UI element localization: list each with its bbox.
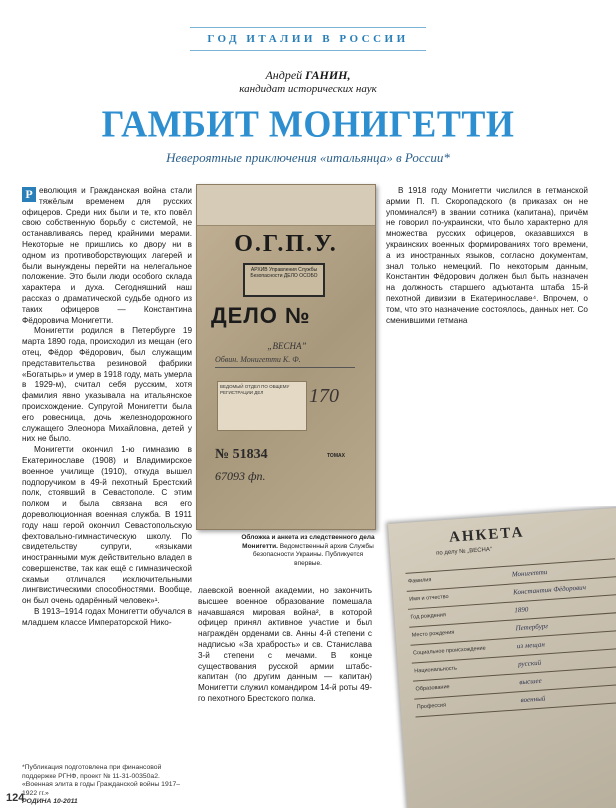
card-field-label: Профессия [416, 702, 447, 711]
card-field-value: Монигетти [511, 568, 548, 579]
case-folder-photo [196, 184, 376, 530]
card-title: АНКЕТА [448, 524, 525, 546]
folder-ogpu-label: О.Г.П.У. [234, 231, 338, 257]
paragraph-text: еволюция и Гражданская война стали тяжёлым временем для русских офицеров. Среди них были и те, кто повёл свою собственную борьбу с системой, не останавливаясь перед крайними мерами. Некоторые не пришлись ко двору ни в одном из противоборствующих лагерей и были вынуждены перейти на нелегальное положение. Это были люди особого склада характера и духа. Сегодняшний наш рассказ о драматической судьбе одного из таких офицеров — Константина Фёдоровича Монигетти. [22, 186, 192, 325]
footnote-text: *Публикация подготовлена при финансовой поддержке РГНФ, проект № 11-31-00350а2. «Военная элита в годы Гражданской войны 1917–1922 гг.» [22, 764, 181, 797]
text-column-2 [198, 586, 372, 705]
archive-stamp: АРХИВ Управления Службы Безопасности ДЕЛО ОСОБО [243, 263, 325, 297]
folder-handwritten-name: Обвин. Монигетти К. Ф. [215, 355, 355, 368]
article-subtitle: Невероятные приключения «итальянца» в России* [166, 150, 450, 165]
folder-delo-label: ДЕЛО № [211, 303, 311, 328]
author-degree: кандидат исторических наук [239, 83, 377, 95]
paragraph: Монигетти родился в Петербурге 19 марта 1890 года, происходил из мещан (его отец, Фёдор Фёдорович, был служащим представительства резиновой фабрики «Богатырь» и умер в 1918 году, мать умерла в 1929-м), считал себя русским, хотя фамилия явно указывала на итальянское происхождение. Супругой Монигетти была его ровесница, дочь железнодорожного служащего Элеонора Михайловна, детей у них не было. [22, 326, 192, 444]
caption-text: Ведомственный архив Службы безопасности Украины. Публикуется впервые. [252, 542, 374, 567]
top-rule [190, 27, 426, 28]
card-field-label: Место рождения [411, 629, 455, 639]
author-last-name: ГАНИН, [305, 68, 351, 82]
author-line [0, 68, 616, 83]
card-subtitle: по делу № „ВЕСНА” [435, 546, 493, 557]
card-field-label: Имя и отчество [409, 593, 449, 603]
folder-volumes-label: ТОМАХ [327, 453, 345, 459]
questionnaire-card [388, 506, 616, 808]
card-field-label: Фамилия [407, 577, 432, 585]
footnote-source: РОДИНА 10-2011 [22, 798, 78, 806]
page-number: 124 [6, 792, 25, 804]
folder-top-strip [197, 185, 375, 226]
folder-inner-sheet: ВЕДОМЫЙ ОТДЕЛ ПО ОБЩЕМУ РЕГИСТРАЦИИ ДЕЛ [217, 381, 307, 431]
card-field-value: 1890 [514, 605, 529, 615]
card-field-value: высшее [519, 676, 542, 687]
card-field-label: Социальное происхождение [412, 645, 486, 657]
card-rule [405, 558, 615, 574]
text-column-1 [22, 186, 192, 629]
bottom-rule [190, 50, 426, 51]
folder-handwritten-number: 170 [309, 385, 339, 407]
card-field-value: военный [520, 694, 546, 705]
caption-bold: Обложка и анкета из следственного дела Монигетти. [241, 534, 375, 550]
paragraph [22, 186, 192, 326]
questionnaire-photo-clip [380, 506, 616, 808]
card-field-label: Образование [415, 684, 450, 693]
folder-case-name: „ВЕСНА” [267, 341, 307, 351]
article-title: ГАМБИТ МОНИГЕТТИ [101, 103, 515, 145]
paragraph: В 1913–1914 годах Монигетти обучался в младшем классе Императорской Нико- [22, 607, 192, 627]
footnote [22, 764, 192, 807]
drop-cap: Р [22, 187, 36, 202]
section-kicker: ГОД ИТАЛИИ В РОССИИ [207, 33, 409, 45]
card-field-value: Константин Фёдорович [512, 583, 587, 597]
text-column-3 [386, 186, 588, 326]
card-field-value: русский [517, 658, 542, 669]
author-first-name: Андрей [265, 68, 303, 82]
card-field-value: из мещан [516, 640, 546, 651]
card-field-label: Год рождения [410, 612, 447, 621]
card-field-value: Петербург [515, 622, 549, 633]
folder-case-number: № 51834 [215, 447, 268, 462]
photo-caption [240, 534, 376, 568]
card-field-label: Национальность [414, 665, 458, 675]
folder-archive-number: 67093 фп. [215, 469, 266, 483]
paragraph: Монигетти окончил 1-ю гимназию в Екатеринославе (1908) и Владимирское военное училище (1910), откуда вышел подпоручиком в 49-й пехотный Брестский полк, стоявший в Севастополе. С этим полком и была связана вся его дореволюционная военная служба. В 1911 году наш герой окончил Севастопольскую фехтовально-гимнастическую школу. По свидетельству супруги, «языками иностранными муж действительно владел в совершенстве, так как ещё с гимназической скамьи отличался исключительными лингвистическими способностями. Вообще, он был очень одарённый человек»¹. [22, 445, 192, 606]
paragraph: В 1918 году Монигетти числился в гетманской армии П. П. Скоропадского (в приказах он не упоминался³) в звании сотника (капитана), причём не говорил по-украински, что было характерно для множества русских офицеров, оказавшихся в украинских военных формированиях того времени, а из иностранных языков, согласно документам, знал только немецкий. По некоторым данным, Константин Фёдорович должен был быть назначен на должность старшего адъютанта штаба 15-й пехотной дивизии в Екатеринославе⁴. Впрочем, о том, что это назначение состоялось, данных нет. Со сменившими гетмана [386, 186, 588, 325]
paragraph: лаевской военной академии, но закончить высшее военное образование помешала начавшаяся мировая война², в которой офицер принял активное участие и был награждён орденами св. Анны 4-й степени с надписью «За храбрость» и св. Станислава 3-й степени с мечами. В конце существования русской армии штабс-капитан (по другим данным — капитан) Монигетти служил командиром 14-й роты 49-го пехотного Брестского полка. [198, 586, 372, 703]
